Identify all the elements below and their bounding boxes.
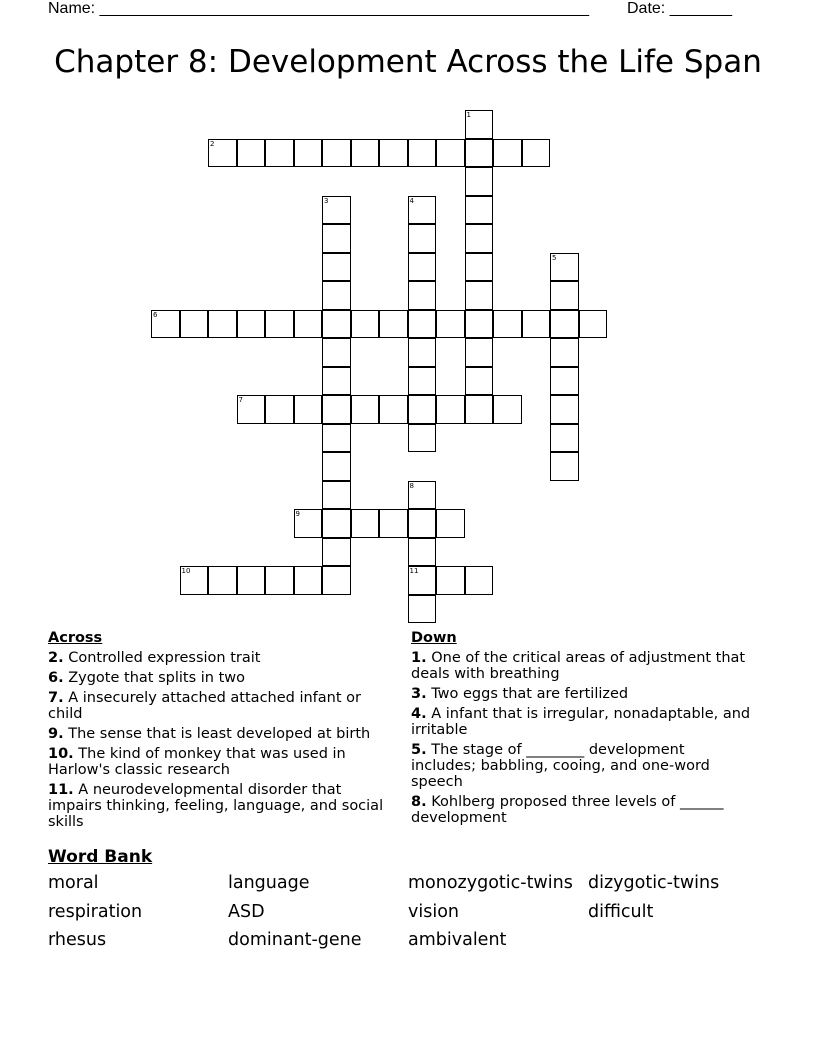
grid-cell[interactable]	[351, 395, 380, 424]
grid-cell[interactable]	[522, 310, 551, 339]
grid-cell[interactable]	[322, 452, 351, 481]
grid-cell[interactable]	[465, 310, 494, 339]
clue-number: 1	[466, 111, 471, 119]
grid-cell[interactable]	[294, 139, 323, 168]
down-clue	[411, 706, 751, 738]
grid-cell[interactable]	[408, 566, 437, 595]
grid-cell[interactable]	[379, 310, 408, 339]
grid-cell[interactable]	[322, 310, 351, 339]
grid-cell[interactable]	[265, 139, 294, 168]
grid-cell[interactable]	[208, 310, 237, 339]
grid-cell[interactable]	[379, 139, 408, 168]
clue-text: One of the critical areas of adjustment that deals with breathing	[411, 650, 746, 682]
grid-cell[interactable]	[151, 310, 180, 339]
grid-cell[interactable]	[237, 139, 266, 168]
grid-cell[interactable]	[322, 139, 351, 168]
grid-cell[interactable]	[408, 253, 437, 282]
word-bank-word: rhesus	[48, 930, 107, 950]
grid-cell[interactable]	[550, 395, 579, 424]
across-clues	[48, 630, 398, 834]
grid-cell[interactable]	[379, 509, 408, 538]
clue-number: 5	[552, 253, 557, 262]
across-heading: Across	[48, 630, 103, 646]
grid-cell[interactable]	[408, 281, 437, 310]
down-clue	[411, 742, 751, 790]
grid-cell[interactable]	[322, 281, 351, 310]
clue-number: 8	[409, 481, 414, 490]
clue-number: 4	[409, 196, 414, 205]
grid-cell[interactable]	[465, 338, 494, 367]
grid-cell[interactable]	[265, 566, 294, 595]
grid-cell[interactable]	[550, 310, 579, 339]
grid-cell[interactable]	[436, 139, 465, 168]
grid-cell[interactable]	[408, 424, 437, 453]
page-title: Chapter 8: Development Across the Life Span	[54, 44, 762, 80]
grid-cell[interactable]	[436, 566, 465, 595]
grid-cell[interactable]	[550, 253, 579, 282]
grid-cell[interactable]	[265, 310, 294, 339]
grid-cell[interactable]	[579, 310, 608, 339]
name-field[interactable]: Name: _______________________________________________________	[48, 0, 589, 17]
word-bank-word: monozygotic-twins	[408, 873, 573, 893]
clue-text: The sense that is least developed at birth	[68, 726, 371, 742]
word-bank-word: dominant-gene	[228, 930, 362, 950]
grid-cell[interactable]	[322, 566, 351, 595]
grid-cell[interactable]	[294, 395, 323, 424]
grid-cell[interactable]	[408, 310, 437, 339]
grid-cell[interactable]	[408, 509, 437, 538]
grid-cell[interactable]	[322, 338, 351, 367]
grid-cell[interactable]	[237, 395, 266, 424]
grid-cell[interactable]	[408, 367, 437, 396]
grid-cell[interactable]	[408, 595, 437, 624]
grid-cell[interactable]	[465, 395, 494, 424]
down-heading: Down	[411, 630, 457, 646]
grid-cell[interactable]	[408, 139, 437, 168]
grid-cell[interactable]	[322, 224, 351, 253]
grid-cell[interactable]	[322, 367, 351, 396]
grid-cell[interactable]	[408, 538, 437, 567]
grid-cell[interactable]	[465, 281, 494, 310]
clue-text: Controlled expression trait	[68, 650, 261, 666]
clue-num: 5.	[411, 742, 427, 758]
word-bank-word: language	[228, 873, 310, 893]
down-clue	[411, 650, 751, 682]
grid-cell[interactable]	[436, 509, 465, 538]
word-bank-word: ambivalent	[408, 930, 507, 950]
down-clues	[411, 630, 751, 830]
clue-text: The kind of monkey that was used in Harlow's classic research	[48, 746, 346, 778]
word-bank-word: respiration	[48, 901, 143, 922]
grid-cell[interactable]	[208, 566, 237, 595]
word-bank-title: Word Bank	[48, 847, 153, 867]
clue-text: Zygote that splits in two	[68, 670, 245, 686]
grid-cell[interactable]	[465, 224, 494, 253]
grid-cell[interactable]	[550, 367, 579, 396]
across-clue	[48, 726, 398, 742]
clue-number: 11	[409, 567, 419, 575]
clue-text: The stage of ________ development includes; babbling, cooing, and one-word speech	[411, 742, 710, 790]
grid-cell[interactable]	[351, 139, 380, 168]
clue-num: 8.	[411, 794, 427, 810]
grid-cell[interactable]	[408, 224, 437, 253]
clue-num: 11.	[48, 782, 74, 798]
word-bank-word: vision	[408, 901, 459, 922]
grid-cell[interactable]	[265, 395, 294, 424]
word-bank-word: ASD	[228, 901, 265, 922]
clue-text: A neurodevelopmental disorder that impairs thinking, feeling, language, and social skills	[48, 782, 384, 830]
grid-cell[interactable]	[465, 139, 494, 168]
grid-cell[interactable]	[351, 509, 380, 538]
grid-cell[interactable]	[436, 395, 465, 424]
grid-cell[interactable]	[493, 310, 522, 339]
clue-num: 10.	[48, 746, 74, 762]
word-bank-word: dizygotic-twins	[588, 873, 720, 893]
grid-cell[interactable]	[550, 424, 579, 453]
grid-cell[interactable]	[322, 395, 351, 424]
clue-number: 3	[324, 196, 329, 205]
grid-cell[interactable]	[180, 310, 209, 339]
grid-cell[interactable]	[237, 310, 266, 339]
clue-number: 7	[238, 396, 243, 404]
clue-text: A infant that is irregular, nonadaptable, and irritable	[411, 706, 751, 738]
grid-cell[interactable]	[493, 139, 522, 168]
clue-num: 3.	[411, 686, 427, 702]
across-clue	[48, 746, 398, 778]
grid-cell[interactable]	[436, 310, 465, 339]
grid-cell[interactable]	[294, 310, 323, 339]
grid-cell[interactable]	[465, 566, 494, 595]
grid-cell[interactable]	[465, 196, 494, 225]
grid-cell[interactable]	[465, 253, 494, 282]
clue-text: Two eggs that are fertilized	[431, 686, 629, 702]
clue-num: 9.	[48, 726, 64, 742]
clue-number: 10	[181, 567, 191, 575]
grid-cell[interactable]	[294, 566, 323, 595]
grid-cell[interactable]	[208, 139, 237, 168]
grid-cell[interactable]	[493, 395, 522, 424]
word-bank-word: difficult	[588, 901, 654, 922]
grid-cell[interactable]	[237, 566, 266, 595]
clue-num: 1.	[411, 650, 427, 666]
grid-cell[interactable]	[408, 481, 437, 510]
grid-cell[interactable]	[408, 395, 437, 424]
across-clue	[48, 782, 398, 830]
grid-cell[interactable]	[351, 310, 380, 339]
grid-cell[interactable]	[322, 196, 351, 225]
clue-num: 2.	[48, 650, 64, 666]
grid-cell[interactable]	[465, 367, 494, 396]
grid-cell[interactable]	[550, 452, 579, 481]
grid-cell[interactable]	[550, 338, 579, 367]
clue-text: A insecurely attached attached infant or child	[48, 690, 361, 722]
grid-cell[interactable]	[379, 395, 408, 424]
across-clue	[48, 650, 398, 666]
grid-cell[interactable]	[550, 281, 579, 310]
grid-cell[interactable]	[465, 110, 494, 139]
clue-num: 6.	[48, 670, 64, 686]
grid-cell[interactable]	[408, 338, 437, 367]
grid-cell[interactable]	[408, 196, 437, 225]
across-clue	[48, 690, 398, 722]
across-clue	[48, 670, 398, 686]
word-bank-word: moral	[48, 873, 99, 893]
clue-text: Kohlberg proposed three levels of ______ development	[411, 794, 724, 826]
clue-num: 4.	[411, 706, 427, 722]
grid-cell[interactable]	[322, 253, 351, 282]
clue-number: 6	[153, 310, 158, 319]
grid-cell[interactable]	[522, 139, 551, 168]
grid-cell[interactable]	[465, 167, 494, 196]
grid-cell[interactable]	[294, 509, 323, 538]
clue-number: 9	[295, 510, 300, 518]
grid-cell[interactable]	[322, 424, 351, 453]
down-clue	[411, 794, 751, 826]
grid-cell[interactable]	[322, 481, 351, 510]
clue-num: 7.	[48, 690, 64, 706]
down-clue	[411, 686, 751, 702]
clue-number: 2	[210, 139, 215, 148]
grid-cell[interactable]	[180, 566, 209, 595]
grid-cell[interactable]	[322, 509, 351, 538]
grid-cell[interactable]	[322, 538, 351, 567]
date-field[interactable]: Date: _______	[627, 0, 732, 17]
